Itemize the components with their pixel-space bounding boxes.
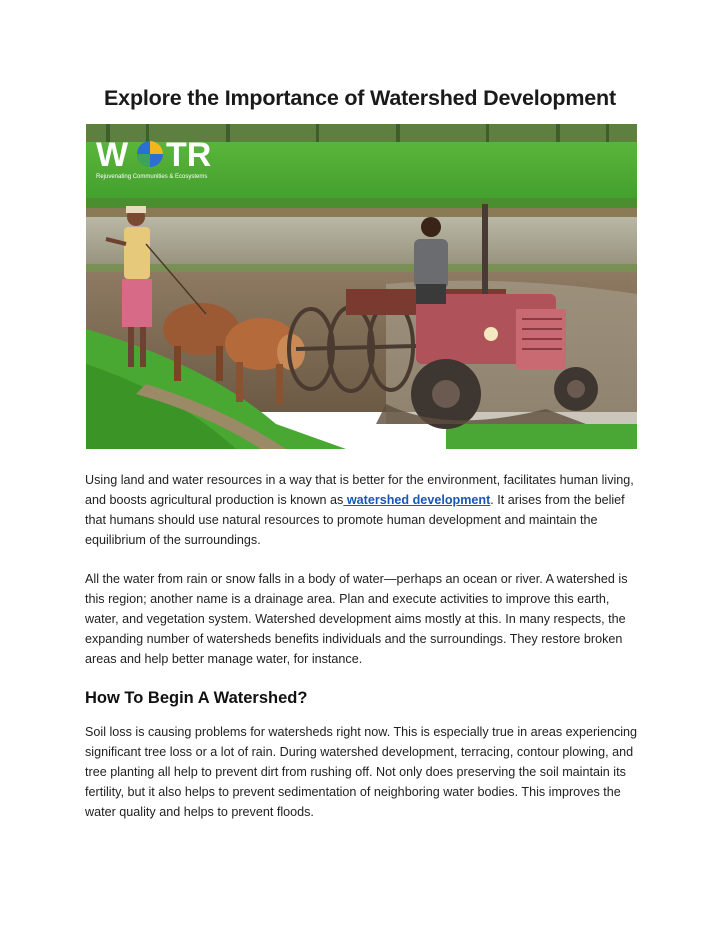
svg-text:TR: TR [166,136,212,174]
section-heading: How To Begin A Watershed? [85,689,308,707]
wotr-logo [96,136,211,180]
intro-text-start: Using land and water resources in a way that is better for the environment, facilitates human living, and boosts agricultural production is known as [85,473,634,507]
page-title: Explore the Importance of Watershed Development [104,86,616,110]
soil-loss-paragraph: Soil loss is causing problems for watersheds right now. This is especially true in areas experiencing significant tree loss or a lot of rain. During watershed development, terracing, contour plowing, and tree planting all help to prevent dirt from rushing off. Not only does preserving the soil maintain its fertility, but it also helps to prevent sedimentation of neighboring water bodies. This improves the water quality and helps to prevent floods. [85,725,638,819]
intro-paragraph [85,470,645,550]
watershed-development-link[interactable]: watershed development [343,493,491,507]
svg-text:W: W [96,136,129,174]
farm-photo [86,124,637,449]
intro-text-end: . It arises from the belief that humans should use natural resources to promote human development and maintain the equilibrium of the surroundings. [85,493,625,547]
svg-text:Rejuvenating Communities & Eco: Rejuvenating Communities & Ecosystems [96,174,208,180]
watershed-paragraph: All the water from rain or snow falls in a body of water—perhaps an ocean or river. A watershed is this region; another name is a drainage area. Plan and execute activities to improve this earth, water, and vegetation system. Watershed development aims mostly at this. In many respects, the expanding number of watersheds benefits individuals and the surroundings. They restore broken areas and help better manage water, for instance. [85,572,628,666]
